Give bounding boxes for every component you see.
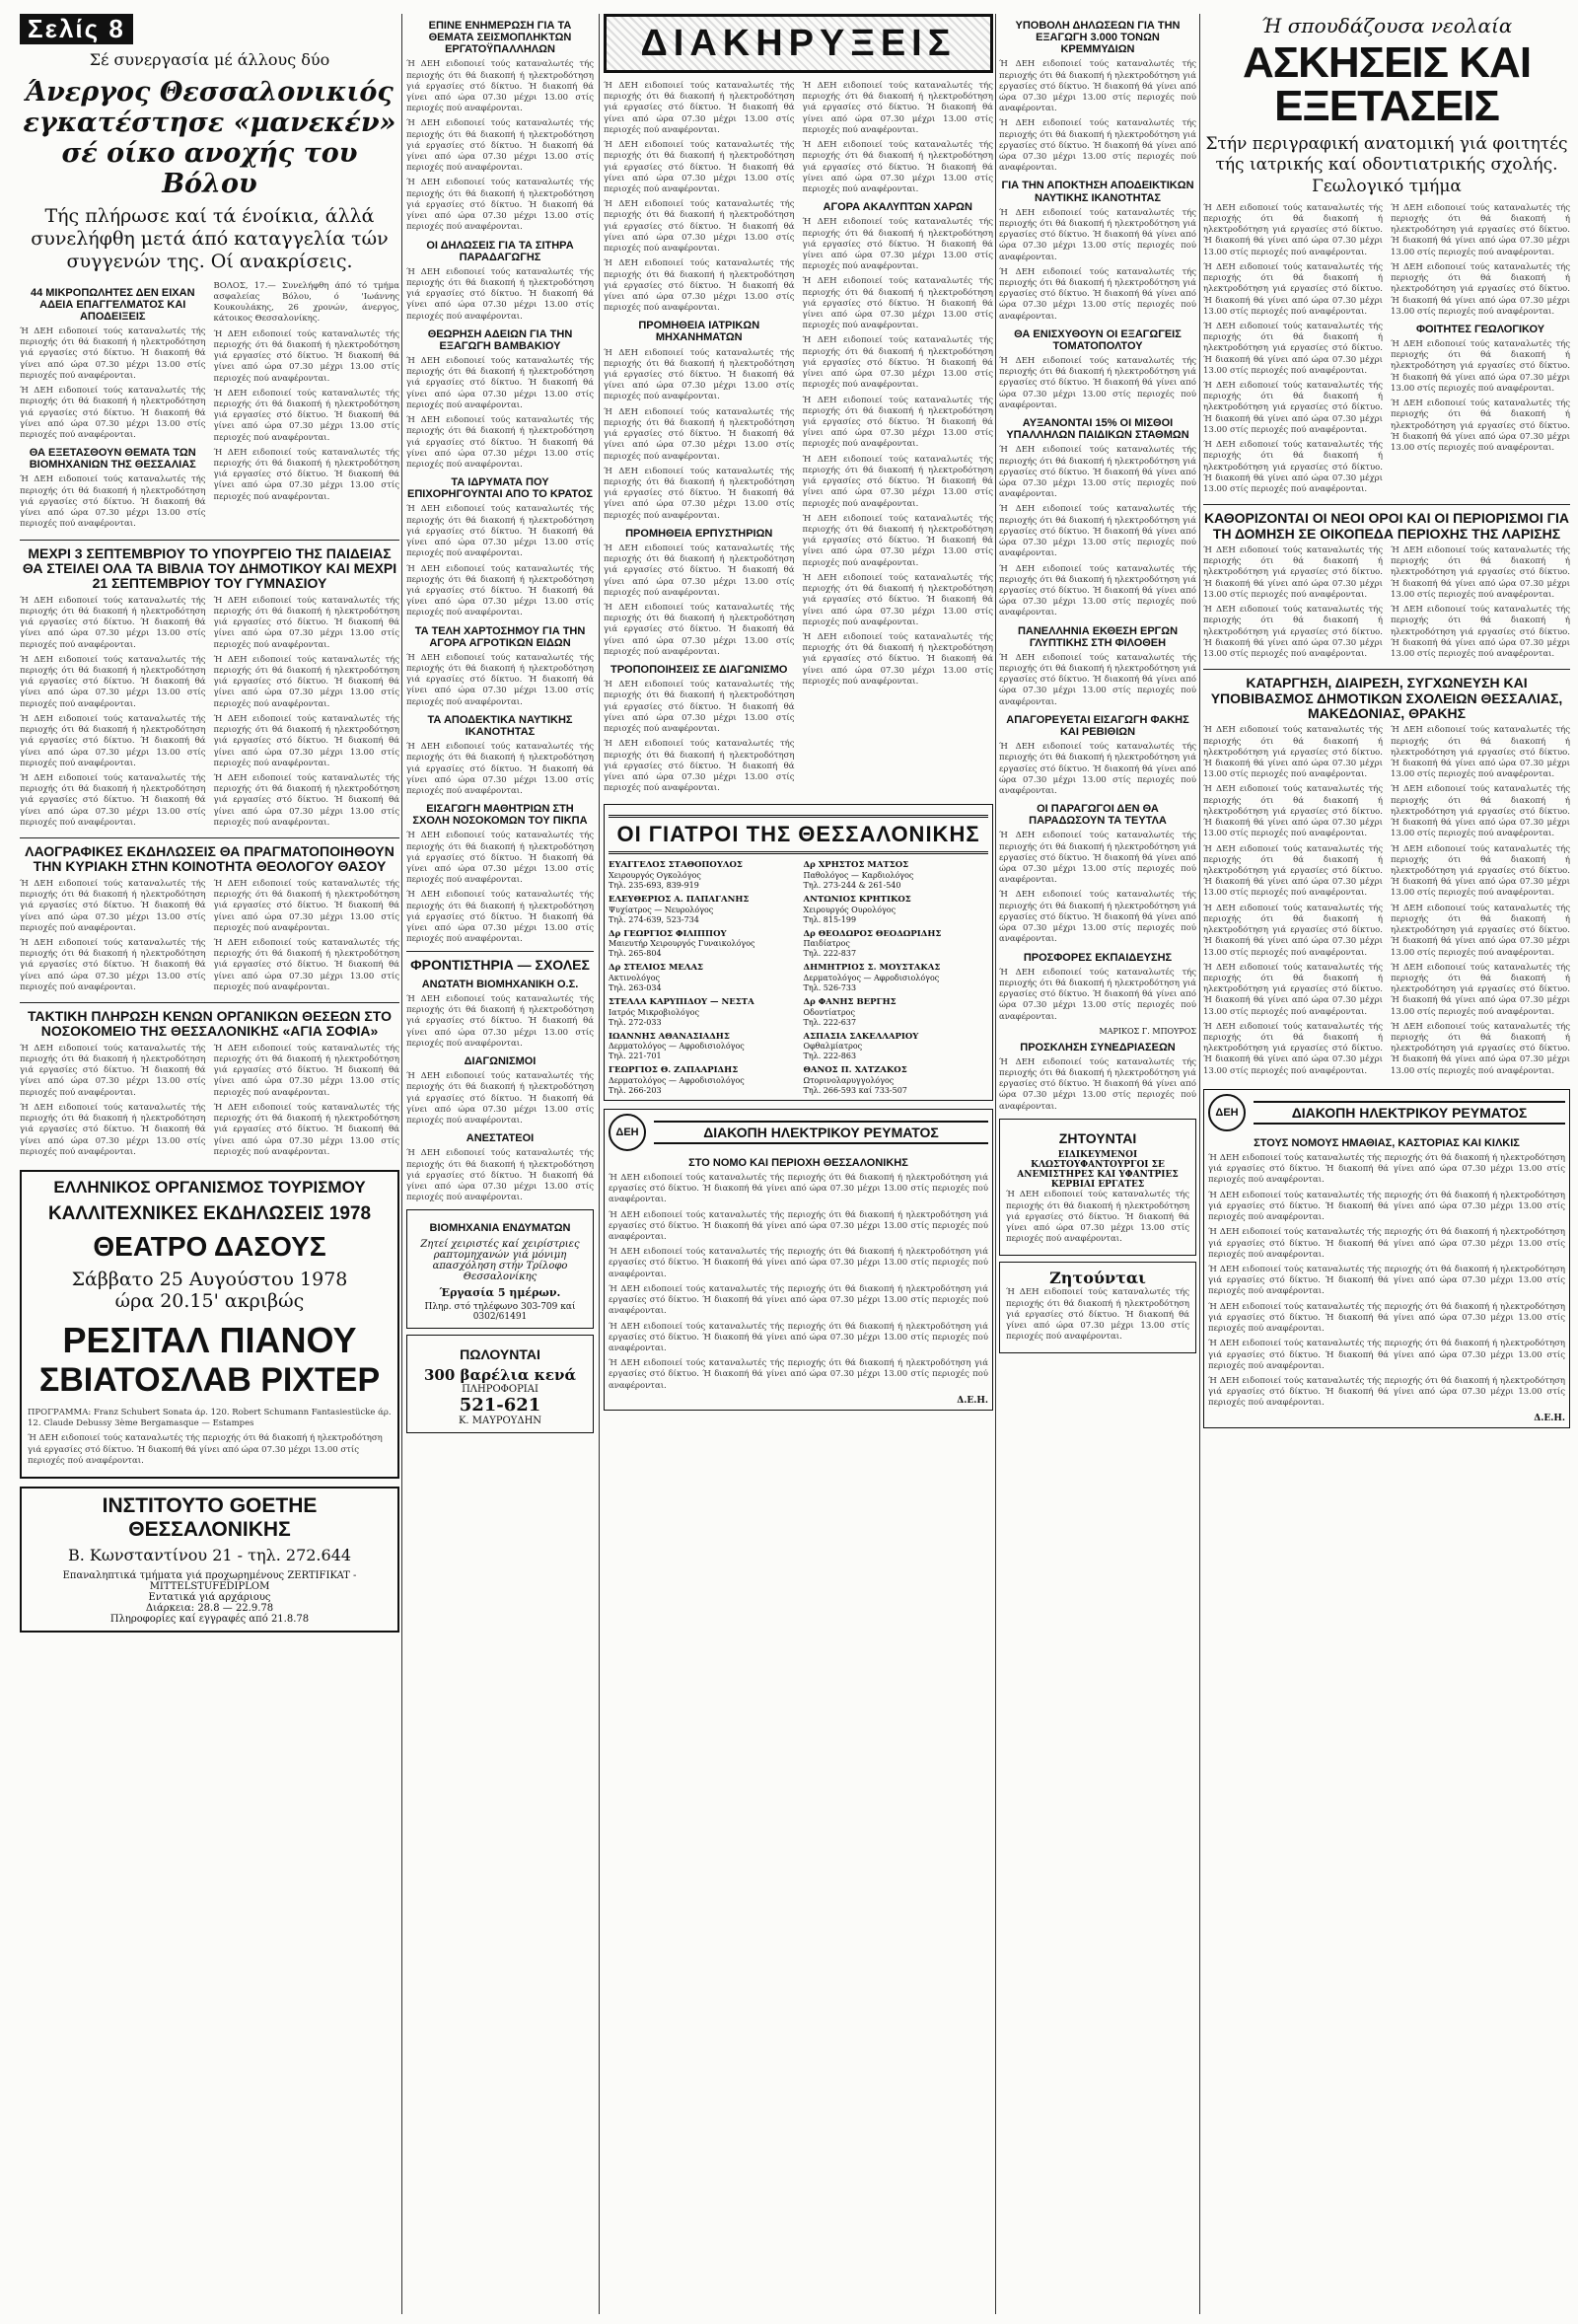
article-text: Ή ΔΕΗ ειδοποιεί τούς καταναλωτές τής περιοχής ότι θά διακοπή ή ηλεκτροδότηση γιά εργασίες στό δίκτυο. Ή διακοπή θά γίνει από ώρα 07.30 μέχρι 13.00 στίς περιοχές πού αναφέρονται. (604, 680, 795, 735)
clothing-factory-ad (406, 1209, 594, 1328)
doctor-name: ΑΣΠΑΣΙΑ ΣΑΚΕΛΛΑΡΙΟΥ (803, 1031, 919, 1042)
ad-venue: ΘΕΑΤΡΟ ΔΑΣΟΥΣ (93, 1231, 326, 1262)
notice-title: ΔΙΑΚΟΠΗ ΗΛΕΚΤΡΙΚΟΥ ΡΕΥΜΑΤΟΣ (654, 1121, 988, 1144)
doctor-name: Δρ ΓΕΩΡΓΙΟΣ ΦΙΛΙΠΠΟΥ (609, 928, 727, 939)
doctor-spec: Δερματολόγος — Αφροδισιολόγος (609, 1075, 745, 1085)
article-text: Ή ΔΕΗ ειδοποιεί τούς καταναλωτές τής περιοχής ότι θά διακοπή ή ηλεκτροδότηση γιά εργασίες στό δίκτυο. Ή διακοπή θά γίνει από ώρα 07.30 μέχρι 13.00 στίς περιοχές πού αναφέρονται. (999, 59, 1196, 114)
article-text: Ή ΔΕΗ ειδοποιεί τούς καταναλωτές τής περιοχής ότι θά διακοπή ή ηλεκτροδότηση γιά εργασίες στό δίκτυο. Ή διακοπή θά γίνει από ώρα 07.30 μέχρι 13.00 στίς περιοχές πού αναφέρονται. (999, 207, 1196, 262)
article-text: Ή ΔΕΗ ειδοποιεί τούς καταναλωτές τής περιοχής ότι θά διακοπή ή ηλεκτροδότηση γιά εργασίες στό δίκτυο. Ή διακοπή θά γίνει από ώρα 07.30 μέχρι 13.00 στίς περιοχές πού αναφέρονται. (1391, 1021, 1570, 1076)
article-text: Ή ΔΕΗ ειδοποιεί τούς καταναλωτές τής περιοχής ότι θά διακοπή ή ηλεκτροδότηση γιά εργασίες στό δίκτυο. Ή διακοπή θά γίνει από ώρα 07.30 μέχρι 13.00 στίς περιοχές πού αναφέρονται. (406, 178, 594, 233)
article-text: Ή ΔΕΗ ειδοποιεί τούς καταναλωτές τής περιοχής ότι θά διακοπή ή ηλεκτροδότηση γιά εργασίες στό δίκτυο. Ή διακοπή θά γίνει από ώρα 07.30 μέχρι 13.00 στίς περιοχές πού αναφέρονται. (406, 890, 594, 945)
headline: ΑΠΑΓΟΡΕΥΕΤΑΙ ΕΙΣΑΓΩΓΗ ΦΑΚΗΣ ΚΑΙ ΡΕΒΙΘΙΩΝ (1006, 713, 1189, 738)
article-text: Ή ΔΕΗ ειδοποιεί τούς καταναλωτές τής περιοχής ότι θά διακοπή ή ηλεκτροδότηση γιά εργασίες στό δίκτυο. Ή διακοπή θά γίνει από ώρα 07.30 μέχρι 13.00 στίς περιοχές πού αναφέρονται. (213, 713, 399, 768)
article-text: Ή ΔΕΗ ειδοποιεί τούς καταναλωτές τής περιοχής ότι θά διακοπή ή ηλεκτροδότηση γιά εργασίες στό δίκτυο. Ή διακοπή θά γίνει από ώρα 07.30 μέχρι 13.00 στίς περιοχές πού αναφέρονται. (802, 335, 993, 391)
article-text: Ή ΔΕΗ ειδοποιεί τούς καταναλωτές τής περιοχής ότι θά διακοπή ή ηλεκτροδότηση γιά εργασίες στό δίκτυο. Ή διακοπή θά γίνει από ώρα 07.30 μέχρι 13.00 στίς περιοχές πού αναφέρονται. (20, 386, 206, 441)
article-text: Ή ΔΕΗ ειδοποιεί τούς καταναλωτές τής περιοχής ότι θά διακοπή ή ηλεκτροδότηση γιά εργασίες στό δίκτυο. Ή διακοπή θά γίνει από ώρα 07.30 μέχρι 13.00 στίς περιοχές πού αναφέρονται. (604, 739, 795, 794)
doctor-spec: Ψυχίατρος — Νευρολόγος (609, 905, 714, 914)
article-text: Ή ΔΕΗ ειδοποιεί τούς καταναλωτές τής περιοχής ότι θά διακοπή ή ηλεκτροδότηση γιά εργασίες στό δίκτυο. Ή διακοπή θά γίνει από ώρα 07.30 μέχρι 13.00 στίς περιοχές πού αναφέρονται. (1203, 784, 1383, 839)
doctor-spec: Ιατρός Μικροβιολόγος (609, 1007, 699, 1017)
doctor-phone: Τηλ. 266-593 καί 733-507 (803, 1085, 907, 1095)
page-masthead: Σελίς 8 (20, 14, 133, 44)
notice-text: Ή ΔΕΗ ειδοποιεί τούς καταναλωτές τής περιοχής ότι θά διακοπή ή ηλεκτροδότηση γιά εργασίες στό δίκτυο. Ή διακοπή θά γίνει από ώρα 07.30 μέχρι 13.00 στίς περιοχές πού αναφέρονται. (609, 1247, 988, 1279)
ad-org: ΕΛΛΗΝΙΚΟΣ ΟΡΓΑΝΙΣΜΟΣ ΤΟΥΡΙΣΜΟΥ (53, 1178, 366, 1197)
doctor-name: ΕΥΑΓΓΕΛΟΣ ΣΤΑΘΟΠΟΥΛΟΣ (609, 860, 743, 871)
doctor-spec: Δερματολόγος — Αφροδισιολόγος (803, 973, 940, 982)
headline: ΦΟΙΤΗΤΕΣ ΓΕΩΛΟΓΙΚΟΥ (1415, 323, 1545, 335)
ad-name: Κ. ΜΑΥΡΟΥΔΗΝ (458, 1415, 542, 1426)
doctor-listing (804, 929, 989, 960)
headline: ΠΡΟΣΚΛΗΣΗ ΣΥΝΕΔΡΙΑΣΕΩΝ (1020, 1041, 1176, 1053)
classified-title: ΑΝΩΤΑΤΗ ΒΙΟΜΗΧΑΝΙΚΗ Ο.Σ. (421, 978, 579, 990)
article-text: Ή ΔΕΗ ειδοποιεί τούς καταναλωτές τής περιοχής ότι θά διακοπή ή ηλεκτροδότηση γιά εργασίες στό δίκτυο. Ή διακοπή θά γίνει από ώρα 07.30 μέχρι 13.00 στίς περιοχές πού αναφέρονται. (406, 563, 594, 618)
notice-text: Ή ΔΕΗ ειδοποιεί τούς καταναλωτές τής περιοχής ότι θά διακοπή ή ηλεκτροδότηση γιά εργασίες στό δίκτυο. Ή διακοπή θά γίνει από ώρα 07.30 μέχρι 13.00 στίς περιοχές πού αναφέρονται. (1208, 1264, 1565, 1297)
article-text: Ή ΔΕΗ ειδοποιεί τούς καταναλωτές τής περιοχής ότι θά διακοπή ή ηλεκτροδότηση γιά εργασίες στό δίκτυο. Ή διακοπή θά γίνει από ώρα 07.30 μέχρι 13.00 στίς περιοχές πού αναφέρονται. (1391, 784, 1570, 839)
headline: ΘΑ ΕΝΙΣΧΥΘΟΥΝ ΟΙ ΕΞΑΓΩΓΕΙΣ ΤΟΜΑΤΟΠΟΛΤΟΥ (1014, 327, 1182, 352)
article-text: Ή ΔΕΗ ειδοποιεί τούς καταναλωτές τής περιοχής ότι θά διακοπή ή ηλεκτροδότηση γιά εργασίες στό δίκτυο. Ή διακοπή θά γίνει από ώρα 07.30 μέχρι 13.00 στίς περιοχές πού αναφέρονται. (1203, 843, 1383, 899)
doctor-listing (609, 1032, 794, 1062)
article-text: Ή ΔΕΗ ειδοποιεί τούς καταναλωτές τής περιοχής ότι θά διακοπή ή ηλεκτροδότηση γιά εργασίες στό δίκτυο. Ή διακοπή θά γίνει από ώρα 07.30 μέχρι 13.00 στίς περιοχές πού αναφέρονται. (213, 595, 399, 650)
headline: ΠΑΝΕΛΛΗΝΙΑ ΕΚΘΕΣΗ ΕΡΓΩΝ ΓΛΥΠΤΙΚΗΣ ΣΤΗ ΦΙΛΟΘΕΗ (1017, 624, 1179, 649)
classified-text: Ή ΔΕΗ ειδοποιεί τούς καταναλωτές τής περιοχής ότι θά διακοπή ή ηλεκτροδότηση γιά εργασίες στό δίκτυο. Ή διακοπή θά γίνει από ώρα 07.30 μέχρι 13.00 στίς περιοχές πού αναφέρονται. (406, 1148, 594, 1203)
column-rule (599, 14, 600, 2314)
article-text: Ή ΔΕΗ ειδοποιεί τούς καταναλωτές τής περιοχής ότι θά διακοπή ή ηλεκτροδότηση γιά εργασίες στό δίκτυο. Ή διακοπή θά γίνει από ώρα 07.30 μέχρι 13.00 στίς περιοχές πού αναφέρονται. (1391, 261, 1570, 317)
headline: ΤΡΟΠΟΠΟΙΗΣΕΙΣ ΣΕ ΔΙΑΓΩΝΙΣΜΟ (610, 664, 788, 677)
eot-concert-ad (20, 1170, 399, 1479)
doctor-name: ΙΩΑΝΝΗΣ ΑΘΑΝΑΣΙΑΔΗΣ (609, 1031, 730, 1042)
headline: ΤΑΚΤΙΚΗ ΠΛΗΡΩΣΗ ΚΕΝΩΝ ΟΡΓΑΝΙΚΩΝ ΘΕΣΕΩΝ ΣΤΟ ΝΟΣΟΚΟΜΕΙΟ ΤΗΣ ΘΕΣΣΑΛΟΝΙΚΗΣ «ΑΓΙΑ ΣΟΦΙΑ» (28, 1008, 392, 1040)
column-4 (999, 14, 1196, 2312)
ad-event: ΚΑΛΛΙΤΕΧΝΙΚΕΣ ΕΚΔΗΛΩΣΕΙΣ 1978 (47, 1203, 372, 1224)
article-text: Ή ΔΕΗ ειδοποιεί τούς καταναλωτές τής περιοχής ότι θά διακοπή ή ηλεκτροδότηση γιά εργασίες στό δίκτυο. Ή διακοπή θά γίνει από ώρα 07.30 μέχρι 13.00 στίς περιοχές πού αναφέρονται. (1203, 202, 1383, 257)
ad-title: ΒΙΟΜΗΧΑΝΙΑ ΕΝΔΥΜΑΤΩΝ (429, 1222, 571, 1235)
column-3 (604, 14, 993, 2312)
article-text: Ή ΔΕΗ ειδοποιεί τούς καταναλωτές τής περιοχής ότι θά διακοπή ή ηλεκτροδότηση γιά εργασίες στό δίκτυο. Ή διακοπή θά γίνει από ώρα 07.30 μέχρι 13.00 στίς περιοχές πού αναφέρονται. (406, 356, 594, 410)
doctor-spec: Ακτινολόγος (609, 973, 660, 982)
section-banner-title: ΔΙΑΚΗΡΥΞΕΙΣ (640, 23, 957, 64)
notice-text: Ή ΔΕΗ ειδοποιεί τούς καταναλωτές τής περιοχής ότι θά διακοπή ή ηλεκτροδότηση γιά εργασίες στό δίκτυο. Ή διακοπή θά γίνει από ώρα 07.30 μέχρι 13.00 στίς περιοχές πού αναφέρονται. (1208, 1227, 1565, 1260)
power-outage-notice (604, 1109, 993, 1411)
headline: ΚΑΘΟΡΙΖΟΝΤΑΙ ΟΙ ΝΕΟΙ ΟΡΟΙ ΚΑΙ ΟΙ ΠΕΡΙΟΡΙΣΜΟΙ ΓΙΑ ΤΗ ΔΟΜΗΣΗ ΣΕ ΟΙΚΟΠΕΔΑ ΠΕΡΙΟΧΗΣ ΤΗΣ ΛΑΡΙΣΗΣ (1203, 510, 1570, 542)
headline: ΓΙΑ ΤΗΝ ΑΠΟΚΤΗΣΗ ΑΠΟΔΕΙΚΤΙΚΩΝ ΝΑΥΤΙΚΗΣ ΙΚΑΝΟΤΗΤΑΣ (1001, 180, 1194, 204)
column-5 (1203, 14, 1570, 2312)
headline: ΥΠΟΒΟΛΗ ΔΗΛΩΣΕΩΝ ΓΙΑ ΤΗΝ ΕΞΑΓΩΓΗ 3.000 ΤΟΝΩΝ ΚΡΕΜΜΥΔΙΩΝ (1015, 20, 1181, 56)
doctor-spec: Οδοντίατρος (803, 1007, 855, 1017)
notice-text: Ή ΔΕΗ ειδοποιεί τούς καταναλωτές τής περιοχής ότι θά διακοπή ή ηλεκτροδότηση γιά εργασίες στό δίκτυο. Ή διακοπή θά γίνει από ώρα 07.30 μέχρι 13.00 στίς περιοχές πού αναφέρονται. (1208, 1190, 1565, 1223)
headline: ΑΓΟΡΑ ΑΚΑΛΥΠΤΩΝ ΧΑΡΩΝ (823, 201, 972, 214)
article-text: Ή ΔΕΗ ειδοποιεί τούς καταναλωτές τής περιοχής ότι θά διακοπή ή ηλεκτροδότηση γιά εργασίες στό δίκτυο. Ή διακοπή θά γίνει από ώρα 07.30 μέχρι 13.00 στίς περιοχές πού αναφέρονται. (999, 356, 1196, 410)
article-text: Ή ΔΕΗ ειδοποιεί τούς καταναλωτές τής περιοχής ότι θά διακοπή ή ηλεκτροδότηση γιά εργασίες στό δίκτυο. Ή διακοπή θά γίνει από ώρα 07.30 μέχρι 13.00 στίς περιοχές πού αναφέρονται. (604, 81, 795, 135)
article-signature: ΜΑΡΙΚΟΣ Γ. ΜΠΟΥΡΟΣ (1099, 1026, 1196, 1036)
classifieds-heading: ΦΡΟΝΤΙΣΤΗΡΙΑ — ΣΧΟΛΕΣ (410, 956, 590, 973)
article-text: Ή ΔΕΗ ειδοποιεί τούς καταναλωτές τής περιοχής ότι θά διακοπή ή ηλεκτροδότηση γιά εργασίες στό δίκτυο. Ή διακοπή θά γίνει από ώρα 07.30 μέχρι 13.00 στίς περιοχές πού αναφέρονται. (802, 513, 993, 568)
doctor-listing (609, 860, 794, 891)
lead-kicker: Σέ συνεργασία μέ άλλους δύο (89, 50, 330, 69)
article-text: Ή ΔΕΗ ειδοποιεί τούς καταναλωτές τής περιοχής ότι θά διακοπή ή ηλεκτροδότηση γιά εργασίες στό δίκτυο. Ή διακοπή θά γίνει από ώρα 07.30 μέχρι 13.00 στίς περιοχές πού αναφέρονται. (406, 504, 594, 559)
ad-date: Σάββατο 25 Αυγούστου 1978 (71, 1269, 348, 1290)
article-text: Ή ΔΕΗ ειδοποιεί τούς καταναλωτές τής περιοχής ότι θά διακοπή ή ηλεκτροδότηση γιά εργασίες στό δίκτυο. Ή διακοπή θά γίνει από ώρα 07.30 μέχρι 13.00 στίς περιοχές πού αναφέρονται. (213, 878, 399, 933)
doctor-spec: Παθολόγος — Καρδιολόγος (803, 871, 914, 881)
article-text: Ή ΔΕΗ ειδοποιεί τούς καταναλωτές τής περιοχής ότι θά διακοπή ή ηλεκτροδότηση γιά εργασίες στό δίκτυο. Ή διακοπή θά γίνει από ώρα 07.30 μέχρι 13.00 στίς περιοχές πού αναφέρονται. (406, 266, 594, 322)
ad-title: Ζητούνται (1049, 1269, 1146, 1288)
article-text: Ή ΔΕΗ ειδοποιεί τούς καταναλωτές τής περιοχής ότι θά διακοπή ή ηλεκτροδότηση γιά εργασίες στό δίκτυο. Ή διακοπή θά γίνει από ώρα 07.30 μέχρι 13.00 στίς περιοχές πού αναφέρονται. (1391, 339, 1570, 394)
doctor-phone: Τηλ. 273-244 & 261-540 (803, 881, 901, 891)
doctor-phone: Τηλ. 222-863 (803, 1052, 857, 1061)
section-kicker: Ή σπουδάζουσα νεολαία (1260, 14, 1513, 37)
doctor-phone: Τηλ. 222-837 (803, 949, 857, 959)
article-text: Ή ΔΕΗ ειδοποιεί τούς καταναλωτές τής περιοχής ότι θά διακοπή ή ηλεκτροδότηση γιά εργασίες στό δίκτυο. Ή διακοπή θά γίνει από ώρα 07.30 μέχρι 13.00 στίς περιοχές πού αναφέρονται. (213, 447, 399, 502)
article-text: Ή ΔΕΗ ειδοποιεί τούς καταναλωτές τής περιοχής ότι θά διακοπή ή ηλεκτροδότηση γιά εργασίες στό δίκτυο. Ή διακοπή θά γίνει από ώρα 07.30 μέχρι 13.00 στίς περιοχές πού αναφέρονται. (213, 1043, 399, 1098)
doctor-name: Δρ ΦΑΝΗΣ ΒΕΡΓΗΣ (803, 996, 897, 1007)
article-text: Ή ΔΕΗ ειδοποιεί τούς καταναλωτές τής περιοχής ότι θά διακοπή ή ηλεκτροδότηση γιά εργασίες στό δίκτυο. Ή διακοπή θά γίνει από ώρα 07.30 μέχρι 13.00 στίς περιοχές πού αναφέρονται. (20, 474, 206, 530)
ad-info: ΠΛΗΡΟΦΟΡΙΑΙ (462, 1383, 538, 1395)
headline: ΘΑ ΕΞΕΤΑΣΘΟΥΝ ΘΕΜΑΤΑ ΤΩΝ ΒΙΟΜΗΧΑΝΙΩΝ ΤΗΣ ΘΕΣΣΑΛΙΑΣ (29, 447, 196, 472)
classified-text: Ή ΔΕΗ ειδοποιεί τούς καταναλωτές τής περιοχής ότι θά διακοπή ή ηλεκτροδότηση γιά εργασίες στό δίκτυο. Ή διακοπή θά γίνει από ώρα 07.30 μέχρι 13.00 στίς περιοχές πού αναφέρονται. (406, 1071, 594, 1126)
article-text: Ή ΔΕΗ ειδοποιεί τούς καταναλωτές τής περιοχής ότι θά διακοπή ή ηλεκτροδότηση γιά εργασίες στό δίκτυο. Ή διακοπή θά γίνει από ώρα 07.30 μέχρι 13.00 στίς περιοχές πού αναφέρονται. (1391, 605, 1570, 659)
article-text: Ή ΔΕΗ ειδοποιεί τούς καταναλωτές τής περιοχής ότι θά διακοπή ή ηλεκτροδότηση γιά εργασίες στό δίκτυο. Ή διακοπή θά γίνει από ώρα 07.30 μέχρι 13.00 στίς περιοχές πού αναφέρονται. (1391, 725, 1570, 780)
doctor-name: ΑΝΤΩΝΙΟΣ ΚΡΗΤΙΚΟΣ (803, 895, 911, 906)
notice-text: Ή ΔΕΗ ειδοποιεί τούς καταναλωτές τής περιοχής ότι θά διακοπή ή ηλεκτροδότηση γιά εργασίες στό δίκτυο. Ή διακοπή θά γίνει από ώρα 07.30 μέχρι 13.00 στίς περιοχές πού αναφέρονται. (609, 1172, 988, 1205)
column-rule (1199, 14, 1200, 2314)
article-text: Ή ΔΕΗ ειδοποιεί τούς καταναλωτές τής περιοχής ότι θά διακοπή ή ηλεκτροδότηση γιά εργασίες στό δίκτυο. Ή διακοπή θά γίνει από ώρα 07.30 μέχρι 13.00 στίς περιοχές πού αναφέρονται. (802, 140, 993, 194)
ad-title: ΙΝΣΤΙΤΟΥΤΟ GOETHE ΘΕΣΣΑΛΟΝΙΚΗΣ (102, 1494, 318, 1542)
doctor-phone: Τηλ. 263-034 (609, 982, 662, 992)
dei-logo-icon: ΔΕΗ (1208, 1094, 1246, 1131)
ad-line: Επαναληπτικά τμήματα γιά προχωρημένους ZERTIFIKAT - MITTELSTUFEDIPLOM (62, 1570, 357, 1593)
ad-text: Ή ΔΕΗ ειδοποιεί τούς καταναλωτές τής περιοχής ότι θά διακοπή ή ηλεκτροδότηση γιά εργασίες στό δίκτυο. Ή διακοπή θά γίνει από ώρα 07.30 μέχρι 13.00 στίς περιοχές πού αναφέρονται. (1006, 1190, 1189, 1245)
doctor-name: ΕΛΕΥΘΕΡΙΟΣ Α. ΠΑΠΑΓΑΝΗΣ (609, 895, 750, 906)
article-text: Ή ΔΕΗ ειδοποιεί τούς καταναλωτές τής περιοχής ότι θά διακοπή ή ηλεκτροδότηση γιά εργασίες στό δίκτυο. Ή διακοπή θά γίνει από ώρα 07.30 μέχρι 13.00 στίς περιοχές πού αναφέρονται. (406, 415, 594, 470)
doctor-listing (804, 860, 989, 891)
article-text: Ή ΔΕΗ ειδοποιεί τούς καταναλωτές τής περιοχής ότι θά διακοπή ή ηλεκτροδότηση γιά εργασίες στό δίκτυο. Ή διακοπή θά γίνει από ώρα 07.30 μέχρι 13.00 στίς περιοχές πού αναφέρονται. (1203, 605, 1383, 659)
ad-phone: Πληρ. στό τηλέφωνο 303-709 καί 0302/61491 (424, 1301, 576, 1322)
notice-title: ΔΙΑΚΟΠΗ ΗΛΕΚΤΡΙΚΟΥ ΡΕΥΜΑΤΟΣ (1254, 1101, 1565, 1125)
column-2 (406, 14, 594, 2312)
notice-signature: Δ.Ε.Η. (957, 1395, 988, 1406)
notice-signature: Δ.Ε.Η. (1534, 1413, 1565, 1423)
doctor-phone: Τηλ. 265-804 (609, 949, 662, 959)
doctor-spec: Χειρουργός Ογκολόγος (609, 871, 701, 881)
goethe-ad (20, 1487, 399, 1633)
headline: 44 ΜΙΚΡΟΠΩΛΗΤΕΣ ΔΕΝ ΕΙΧΑΝ ΑΔΕΙΑ ΕΠΑΓΓΕΛΜΑΤΟΣ ΚΑΙ ΑΠΟΔΕΙΞΕΙΣ (30, 286, 195, 323)
article-text: Ή ΔΕΗ ειδοποιεί τούς καταναλωτές τής περιοχής ότι θά διακοπή ή ηλεκτροδότηση γιά εργασίες στό δίκτυο. Ή διακοπή θά γίνει από ώρα 07.30 μέχρι 13.00 στίς περιοχές πού αναφέρονται. (1203, 962, 1383, 1017)
article-text: Ή ΔΕΗ ειδοποιεί τούς καταναλωτές τής περιοχής ότι θά διακοπή ή ηλεκτροδότηση γιά εργασίες στό δίκτυο. Ή διακοπή θά γίνει από ώρα 07.30 μέχρι 13.00 στίς περιοχές πού αναφέρονται. (999, 742, 1196, 796)
column-rule (401, 14, 402, 2314)
doctor-name: Δρ ΘΕΟΔΩΡΟΣ ΘΕΟΔΩΡΙΔΗΣ (803, 928, 942, 939)
ad-program: ΠΡΟΓΡΑΜΜΑ: Franz Schubert Sonata άρ. 120. Robert Schumann Fantasiestücke άρ. 12. Claude Debussy 3ème Bergamasque — Estampes (28, 1408, 392, 1429)
headline: ΠΡΟΣΦΟΡΕΣ ΕΚΠΑΙΔΕΥΣΗΣ (1023, 951, 1173, 964)
article-text: Ή ΔΕΗ ειδοποιεί τούς καταναλωτές τής περιοχής ότι θά διακοπή ή ηλεκτροδότηση γιά εργασίες στό δίκτυο. Ή διακοπή θά γίνει από ώρα 07.30 μέχρι 13.00 στίς περιοχές πού αναφέρονται. (802, 81, 993, 135)
notice-text: Ή ΔΕΗ ειδοποιεί τούς καταναλωτές τής περιοχής ότι θά διακοπή ή ηλεκτροδότηση γιά εργασίες στό δίκτυο. Ή διακοπή θά γίνει από ώρα 07.30 μέχρι 13.00 στίς περιοχές πού αναφέρονται. (1208, 1375, 1565, 1409)
doctor-spec: Χειρουργός Ουρολόγος (803, 905, 897, 914)
classified-title: ΑΝΕΣΤΑΤΕΟΙ (466, 1132, 535, 1145)
article-text: Ή ΔΕΗ ειδοποιεί τούς καταναλωτές τής περιοχής ότι θά διακοπή ή ηλεκτροδότηση γιά εργασίες στό δίκτυο. Ή διακοπή θά γίνει από ώρα 07.30 μέχρι 13.00 στίς περιοχές πού αναφέρονται. (1203, 321, 1383, 376)
article-text: Ή ΔΕΗ ειδοποιεί τούς καταναλωτές τής περιοχής ότι θά διακοπή ή ηλεκτροδότηση γιά εργασίες στό δίκτυο. Ή διακοπή θά γίνει από ώρα 07.30 μέχρι 13.00 στίς περιοχές πού αναφέρονται. (999, 445, 1196, 500)
ad-title: ΖΗΤΟΥΝΤΑΙ (1058, 1129, 1137, 1146)
article-text: Ή ΔΕΗ ειδοποιεί τούς καταναλωτές τής περιοχής ότι θά διακοπή ή ηλεκτροδότηση γιά εργασίες στό δίκτυο. Ή διακοπή θά γίνει από ώρα 07.30 μέχρι 13.00 στίς περιοχές πού αναφέρονται. (1391, 202, 1570, 257)
doctor-listing (804, 895, 989, 925)
headline: ΜΕΧΡΙ 3 ΣΕΠΤΕΜΒΡΙΟΥ ΤΟ ΥΠΟΥΡΓΕΙΟ ΤΗΣ ΠΑΙΔΕΙΑΣ ΘΑ ΣΤΕΙΛΕΙ ΟΛΑ ΤΑ ΒΙΒΛΙΑ ΤΟΥ ΔΗΜΟΤΙΚΟΥ ΚΑΙ ΜΕΧΡΙ 21 ΣΕΠΤΕΜΒΡΙΟΥ ΤΟΥ ΓΥΜΝΑΣΙΟΥ (22, 545, 397, 592)
ad-title: ΠΩΛΟΥΝΤΑΙ (460, 1345, 540, 1362)
wanted-ad (999, 1262, 1196, 1353)
article-text: Ή ΔΕΗ ειδοποιεί τούς καταναλωτές τής περιοχής ότι θά διακοπή ή ηλεκτροδότηση γιά εργασίες στό δίκτυο. Ή διακοπή θά γίνει από ώρα 07.30 μέχρι 13.00 στίς περιοχές πού αναφέρονται. (802, 454, 993, 509)
doctor-listing (804, 963, 989, 993)
doctor-name: ΣΤΕΛΛΑ ΚΑΡΥΠΙΔΟΥ — ΝΕΣΤΑ (609, 996, 754, 1007)
article-dateline: ΒΟΛΟΣ, 17.— Συνελήφθη άπό τό τμήμα ασφαλείας Βόλου, ό 'Ιωάννης Κουκουλάκης, 26 χρονών, άνεργος, κάτοικος Θεσσαλονίκης. (213, 280, 399, 325)
doctors-directory (604, 804, 993, 1100)
doctors-heading: ΟΙ ΓΙΑΤΡΟΙ ΤΗΣ ΘΕΣΣΑΛΟΝΙΚΗΣ (609, 815, 988, 854)
article-text: Ή ΔΕΗ ειδοποιεί τούς καταναλωτές τής περιοχής ότι θά διακοπή ή ηλεκτροδότηση γιά εργασίες στό δίκτυο. Ή διακοπή θά γίνει από ώρα 07.30 μέχρι 13.00 στίς περιοχές πού αναφέρονται. (999, 266, 1196, 322)
notice-text: Ή ΔΕΗ ειδοποιεί τούς καταναλωτές τής περιοχής ότι θά διακοπή ή ηλεκτροδότηση γιά εργασίες στό δίκτυο. Ή διακοπή θά γίνει από ώρα 07.30 μέχρι 13.00 στίς περιοχές πού αναφέρονται. (1208, 1339, 1565, 1371)
doctor-listing (609, 895, 794, 925)
doctor-phone: Τηλ. 272-033 (609, 1017, 662, 1027)
doctor-listing (804, 997, 989, 1028)
article-text: Ή ΔΕΗ ειδοποιεί τούς καταναλωτές τής περιοχής ότι θά διακοπή ή ηλεκτροδότηση γιά εργασίες στό δίκτυο. Ή διακοπή θά γίνει από ώρα 07.30 μέχρι 13.00 στίς περιοχές πού αναφέρονται. (1203, 545, 1383, 600)
power-outage-notice (1203, 1089, 1570, 1428)
article-text: Ή ΔΕΗ ειδοποιεί τούς καταναλωτές τής περιοχής ότι θά διακοπή ή ηλεκτροδότηση γιά εργασίες στό δίκτυο. Ή διακοπή θά γίνει από ώρα 07.30 μέχρι 13.00 στίς περιοχές πού αναφέρονται. (802, 217, 993, 272)
ad-artist: ΣΒΙΑΤΟΣΛΑΒ ΡΙΧΤΕΡ (38, 1361, 381, 1399)
section-headline: ΑΣΚΗΣΕΙΣ ΚΑΙ ΕΞΕΤΑΣΕΙΣ (1242, 38, 1532, 130)
ad-address: Β. Κωνσταντίνου 21 - τηλ. 272.644 (67, 1546, 352, 1565)
doctor-name: Δρ ΧΡΗΣΤΟΣ ΜΑΤΣΟΣ (803, 860, 909, 871)
headline: ΤΑ ΙΔΡΥΜΑΤΑ ΠΟΥ ΕΠΙΧΟΡΗΓΟΥΝΤΑΙ ΑΠΟ ΤΟ ΚΡΑΤΟΣ (406, 476, 593, 501)
textile-workers-ad (999, 1119, 1196, 1256)
doctor-phone: Τηλ. 222-637 (803, 1017, 857, 1027)
article-text: Ή ΔΕΗ ειδοποιεί τούς καταναλωτές τής περιοχής ότι θά διακοπή ή ηλεκτροδότηση γιά εργασίες στό δίκτυο. Ή διακοπή θά γίνει από ώρα 07.30 μέχρι 13.00 στίς περιοχές πού αναφέρονται. (802, 572, 993, 627)
article-text: Ή ΔΕΗ ειδοποιεί τούς καταναλωτές τής περιοχής ότι θά διακοπή ή ηλεκτροδότηση γιά εργασίες στό δίκτυο. Ή διακοπή θά γίνει από ώρα 07.30 μέχρι 13.00 στίς περιοχές πού αναφέρονται. (604, 347, 795, 402)
notice-text: Ή ΔΕΗ ειδοποιεί τούς καταναλωτές τής περιοχής ότι θά διακοπή ή ηλεκτροδότηση γιά εργασίες στό δίκτυο. Ή διακοπή θά γίνει από ώρα 07.30 μέχρι 13.00 στίς περιοχές πού αναφέρονται. (609, 1321, 988, 1353)
article-text: Ή ΔΕΗ ειδοποιεί τούς καταναλωτές τής περιοχής ότι θά διακοπή ή ηλεκτροδότηση γιά εργασίες στό δίκτυο. Ή διακοπή θά γίνει από ώρα 07.30 μέχρι 13.00 στίς περιοχές πού αναφέρονται. (1203, 261, 1383, 317)
article-text: Ή ΔΕΗ ειδοποιεί τούς καταναλωτές τής περιοχής ότι θά διακοπή ή ηλεκτροδότηση γιά εργασίες στό δίκτυο. Ή διακοπή θά γίνει από ώρα 07.30 μέχρι 13.00 στίς περιοχές πού αναφέρονται. (604, 140, 795, 194)
doctor-phone: Τηλ. 274-639, 523-734 (609, 914, 699, 924)
doctor-phone: Τηλ. 235-693, 839-919 (609, 881, 699, 891)
article-text: Ή ΔΕΗ ειδοποιεί τούς καταναλωτές τής περιοχής ότι θά διακοπή ή ηλεκτροδότηση γιά εργασίες στό δίκτυο. Ή διακοπή θά γίνει από ώρα 07.30 μέχρι 13.00 στίς περιοχές πού αναφέρονται. (604, 543, 795, 598)
headline: ΕΠΙΝΕ ΕΝΗΜΕΡΩΣΗ ΓΙΑ ΤΑ ΘΕΜΑΤΑ ΣΕΙΣΜΟΠΛΗΚΤΩΝ ΕΡΓΑΤΟΫΠΑΛΛΗΛΩΝ (428, 20, 572, 56)
article-text: Ή ΔΕΗ ειδοποιεί τούς καταναλωτές τής περιοχής ότι θά διακοπή ή ηλεκτροδότηση γιά εργασίες στό δίκτυο. Ή διακοπή θά γίνει από ώρα 07.30 μέχρι 13.00 στίς περιοχές πού αναφέρονται. (604, 406, 795, 462)
ad-body: 300 βαρέλια κενά (424, 1365, 576, 1384)
article-text: Ή ΔΕΗ ειδοποιεί τούς καταναλωτές τής περιοχής ότι θά διακοπή ή ηλεκτροδότηση γιά εργασίες στό δίκτυο. Ή διακοπή θά γίνει από ώρα 07.30 μέχρι 13.00 στίς περιοχές πού αναφέρονται. (802, 276, 993, 331)
notice-text: Ή ΔΕΗ ειδοποιεί τούς καταναλωτές τής περιοχής ότι θά διακοπή ή ηλεκτροδότηση γιά εργασίες στό δίκτυο. Ή διακοπή θά γίνει από ώρα 07.30 μέχρι 13.00 στίς περιοχές πού αναφέρονται. (1208, 1153, 1565, 1186)
article-text: Ή ΔΕΗ ειδοποιεί τούς καταναλωτές τής περιοχής ότι θά διακοπή ή ηλεκτροδότηση γιά εργασίες στό δίκτυο. Ή διακοπή θά γίνει από ώρα 07.30 μέχρι 13.00 στίς περιοχές πού αναφέρονται. (802, 395, 993, 450)
notice-text: Ή ΔΕΗ ειδοποιεί τούς καταναλωτές τής περιοχής ότι θά διακοπή ή ηλεκτροδότηση γιά εργασίες στό δίκτυο. Ή διακοπή θά γίνει από ώρα 07.30 μέχρι 13.00 στίς περιοχές πού αναφέρονται. (609, 1283, 988, 1317)
article-text: Ή ΔΕΗ ειδοποιεί τούς καταναλωτές τής περιοχής ότι θά διακοπή ή ηλεκτροδότηση γιά εργασίες στό δίκτυο. Ή διακοπή θά γίνει από ώρα 07.30 μέχρι 13.00 στίς περιοχές πού αναφέρονται. (1391, 903, 1570, 958)
article-text: Ή ΔΕΗ ειδοποιεί τούς καταναλωτές τής περιοχής ότι θά διακοπή ή ηλεκτροδότηση γιά εργασίες στό δίκτυο. Ή διακοπή θά γίνει από ώρα 07.30 μέχρι 13.00 στίς περιοχές πού αναφέρονται. (20, 713, 206, 768)
doctor-name: ΘΑΝΟΣ Π. ΧΑΤΖΑΚΟΣ (803, 1065, 907, 1076)
article-text: Ή ΔΕΗ ειδοποιεί τούς καταναλωτές τής περιοχής ότι θά διακοπή ή ηλεκτροδότηση γιά εργασίες στό δίκτυο. Ή διακοπή θά γίνει από ώρα 07.30 μέχρι 13.00 στίς περιοχές πού αναφέρονται. (1391, 545, 1570, 600)
headline: ΑΥΞΑΝΟΝΤΑΙ 15% ΟΙ ΜΙΣΘΟΙ ΥΠΑΛΛΗΛΩΝ ΠΑΙΔΙΚΩΝ ΣΤΑΘΜΩΝ (1006, 417, 1189, 442)
article-text: Ή ΔΕΗ ειδοποιεί τούς καταναλωτές τής περιοχής ότι θά διακοπή ή ηλεκτροδότηση γιά εργασίες στό δίκτυο. Ή διακοπή θά γίνει από ώρα 07.30 μέχρι 13.00 στίς περιοχές πού αναφέρονται. (406, 118, 594, 174)
article-text: Ή ΔΕΗ ειδοποιεί τούς καταναλωτές τής περιοχής ότι θά διακοπή ή ηλεκτροδότηση γιά εργασίες στό δίκτυο. Ή διακοπή θά γίνει από ώρα 07.30 μέχρι 13.00 στίς περιοχές πού αναφέρονται. (406, 652, 594, 707)
section-subheadline: Στήν περιγραφική ανατομική γιά φοιτητές τής ιατρικής καί οδοντιατρικής σχολής. Γεωλογικό τμήμα (1205, 134, 1568, 196)
article-text: Ή ΔΕΗ ειδοποιεί τούς καταναλωτές τής περιοχής ότι θά διακοπή ή ηλεκτροδότηση γιά εργασίες στό δίκτυο. Ή διακοπή θά γίνει από ώρα 07.30 μέχρι 13.00 στίς περιοχές πού αναφέρονται. (999, 967, 1196, 1022)
article-text: Ή ΔΕΗ ειδοποιεί τούς καταναλωτές τής περιοχής ότι θά διακοπή ή ηλεκτροδότηση γιά εργασίες στό δίκτυο. Ή διακοπή θά γίνει από ώρα 07.30 μέχρι 13.00 στίς περιοχές πού αναφέρονται. (406, 742, 594, 796)
doctor-phone: Τηλ. 221-701 (609, 1052, 662, 1061)
doctor-listing (609, 997, 794, 1028)
article-text: Ή ΔΕΗ ειδοποιεί τούς καταναλωτές τής περιοχής ότι θά διακοπή ή ηλεκτροδότηση γιά εργασίες στό δίκτυο. Ή διακοπή θά γίνει από ώρα 07.30 μέχρι 13.00 στίς περιοχές πού αναφέρονται. (20, 595, 206, 650)
article-text: Ή ΔΕΗ ειδοποιεί τούς καταναλωτές τής περιοχής ότι θά διακοπή ή ηλεκτροδότηση γιά εργασίες στό δίκτυο. Ή διακοπή θά γίνει από ώρα 07.30 μέχρι 13.00 στίς περιοχές πού αναφέρονται. (1203, 440, 1383, 494)
article-text: Ή ΔΕΗ ειδοποιεί τούς καταναλωτές τής περιοχής ότι θά διακοπή ή ηλεκτροδότηση γιά εργασίες στό δίκτυο. Ή διακοπή θά γίνει από ώρα 07.30 μέχρι 13.00 στίς περιοχές πού αναφέρονται. (1203, 903, 1383, 958)
ad-body: Ζητεί χειριστές καί χειρίστριες ραπτομηχανών γιά μόνιμη απασχόληση στήν Τρίλοφο Θεσσαλονίκης (420, 1238, 580, 1282)
article-text: Ή ΔΕΗ ειδοποιεί τούς καταναλωτές τής περιοχής ότι θά διακοπή ή ηλεκτροδότηση γιά εργασίες στό δίκτυο. Ή διακοπή θά γίνει από ώρα 07.30 μέχρι 13.00 στίς περιοχές πού αναφέρονται. (20, 937, 206, 992)
ad-text: Ή ΔΕΗ ειδοποιεί τούς καταναλωτές τής περιοχής ότι θά διακοπή ή ηλεκτροδότηση γιά εργασίες στό δίκτυο. Ή διακοπή θά γίνει από ώρα 07.30 μέχρι 13.00 στίς περιοχές πού αναφέρονται. (1006, 1287, 1189, 1343)
doctor-listing (804, 1032, 989, 1062)
headline: ΘΕΩΡΗΣΗ ΑΔΕΙΩΝ ΓΙΑ ΤΗΝ ΕΞΑΓΩΓΗ ΒΑΜΒΑΚΙΟΥ (427, 327, 573, 352)
article-text: Ή ΔΕΗ ειδοποιεί τούς καταναλωτές τής περιοχής ότι θά διακοπή ή ηλεκτροδότηση γιά εργασίες στό δίκτυο. Ή διακοπή θά γίνει από ώρα 07.30 μέχρι 13.00 στίς περιοχές πού αναφέρονται. (1203, 381, 1383, 435)
article-text: Ή ΔΕΗ ειδοποιεί τούς καταναλωτές τής περιοχής ότι θά διακοπή ή ηλεκτροδότηση γιά εργασίες στό δίκτυο. Ή διακοπή θά γίνει από ώρα 07.30 μέχρι 13.00 στίς περιοχές πού αναφέρονται. (20, 1043, 206, 1098)
doctor-spec: Μαιευτήρ Χειρουργός Γυναικολόγος (609, 939, 755, 949)
headline: ΤΑ ΤΕΛΗ ΧΑΡΤΟΣΗΜΟΥ ΓΙΑ ΤΗΝ ΑΓΟΡΑ ΑΓΡΟΤΙΚΩΝ ΕΙΔΩΝ (414, 624, 586, 649)
article-text: Ή ΔΕΗ ειδοποιεί τούς καταναλωτές τής περιοχής ότι θά διακοπή ή ηλεκτροδότηση γιά εργασίες στό δίκτυο. Ή διακοπή θά γίνει από ώρα 07.30 μέχρι 13.00 στίς περιοχές πού αναφέρονται. (1391, 962, 1570, 1017)
barrels-ad (406, 1335, 594, 1433)
article-text: Ή ΔΕΗ ειδοποιεί τούς καταναλωτές τής περιοχής ότι θά διακοπή ή ηλεκτροδότηση γιά εργασίες στό δίκτυο. Ή διακοπή θά γίνει από ώρα 07.30 μέχρι 13.00 στίς περιοχές πού αναφέρονται. (213, 937, 399, 992)
article-text: Ή ΔΕΗ ειδοποιεί τούς καταναλωτές τής περιοχής ότι θά διακοπή ή ηλεκτροδότηση γιά εργασίες στό δίκτυο. Ή διακοπή θά γίνει από ώρα 07.30 μέχρι 13.00 στίς περιοχές πού αναφέρονται. (1391, 399, 1570, 453)
ad-line: Εντατικά γιά αρχάριους (148, 1592, 271, 1604)
doctor-listing (609, 963, 794, 993)
article-text: Ή ΔΕΗ ειδοποιεί τούς καταναλωτές τής περιοχής ότι θά διακοπή ή ηλεκτροδότηση γιά εργασίες στό δίκτυο. Ή διακοπή θά γίνει από ώρα 07.30 μέχρι 13.00 στίς περιοχές πού αναφέρονται. (20, 878, 206, 933)
headline: ΕΙΣΑΓΩΓΗ ΜΑΘΗΤΡΙΩΝ ΣΤΗ ΣΧΟΛΗ ΝΟΣΟΚΟΜΩΝ ΤΟΥ ΠΙΚΠΑ (412, 803, 588, 828)
article-text: Ή ΔΕΗ ειδοποιεί τούς καταναλωτές τής περιοχής ότι θά διακοπή ή ηλεκτροδότηση γιά εργασίες στό δίκτυο. Ή διακοπή θά γίνει από ώρα 07.30 μέχρι 13.00 στίς περιοχές πού αναφέρονται. (20, 327, 206, 381)
doctor-phone: Τηλ. 266-203 (609, 1085, 662, 1095)
notice-text: Ή ΔΕΗ ειδοποιεί τούς καταναλωτές τής περιοχής ότι θά διακοπή ή ηλεκτροδότηση γιά εργασίες στό δίκτυο. Ή διακοπή θά γίνει από ώρα 07.30 μέχρι 13.00 στίς περιοχές πού αναφέρονται. (609, 1209, 988, 1242)
article-text: Ή ΔΕΗ ειδοποιεί τούς καταναλωτές τής περιοχής ότι θά διακοπή ή ηλεκτροδότηση γιά εργασίες στό δίκτυο. Ή διακοπή θά γίνει από ώρα 07.30 μέχρι 13.00 στίς περιοχές πού αναφέρονται. (604, 258, 795, 314)
headline: ΚΑΤΑΡΓΗΣΗ, ΔΙΑΙΡΕΣΗ, ΣΥΓΧΩΝΕΥΣΗ ΚΑΙ ΥΠΟΒΙΒΑΣΜΟΣ ΔΗΜΟΤΙΚΩΝ ΣΧΟΛΕΙΩΝ ΘΕΣΣΑΛΙΑΣ, ΜΑΚΕΔΟΝΙΑΣ, ΘΡΑΚΗΣ (1210, 675, 1563, 721)
doctor-spec: Οφθαλμίατρος (803, 1042, 863, 1052)
article-text: Ή ΔΕΗ ειδοποιεί τούς καταναλωτές τής περιοχής ότι θά διακοπή ή ηλεκτροδότηση γιά εργασίες στό δίκτυο. Ή διακοπή θά γίνει από ώρα 07.30 μέχρι 13.00 στίς περιοχές πού αναφέρονται. (213, 772, 399, 828)
article-text: Ή ΔΕΗ ειδοποιεί τούς καταναλωτές τής περιοχής ότι θά διακοπή ή ηλεκτροδότηση γιά εργασίες στό δίκτυο. Ή διακοπή θά γίνει από ώρα 07.30 μέχρι 13.00 στίς περιοχές πού αναφέρονται. (999, 652, 1196, 707)
article-text: Ή ΔΕΗ ειδοποιεί τούς καταναλωτές τής περιοχής ότι θά διακοπή ή ηλεκτροδότηση γιά εργασίες στό δίκτυο. Ή διακοπή θά γίνει από ώρα 07.30 μέχρι 13.00 στίς περιοχές πού αναφέρονται. (213, 1102, 399, 1157)
article-text: Ή ΔΕΗ ειδοποιεί τούς καταναλωτές τής περιοχής ότι θά διακοπή ή ηλεκτροδότηση γιά εργασίες στό δίκτυο. Ή διακοπή θά γίνει από ώρα 07.30 μέχρι 13.00 στίς περιοχές πού αναφέρονται. (213, 388, 399, 443)
ad-title: ΡΕΣΙΤΑΛ ΠΙΑΝΟΥ (62, 1320, 357, 1360)
doctor-listing (609, 929, 794, 960)
doctor-phone: Τηλ. 526-733 (803, 982, 857, 992)
doctor-name: ΔΗΜΗΤΡΙΟΣ Σ. ΜΟΥΣΤΑΚΑΣ (803, 963, 941, 974)
ad-line: Διάρκεια: 28.8 — 22.9.78 (145, 1603, 274, 1615)
ad-line: Πληροφορίες καί εγγραφές από 21.8.78 (109, 1614, 310, 1626)
lead-subheadline: Τής πλήρωσε καί τά ένοίκια, άλλά συνελήφθη μετά άπό καταγγελία τών συγγενών της. Οί ανακρίσεις. (31, 205, 389, 272)
headline: ΛΑΟΓΡΑΦΙΚΕΣ ΕΚΔΗΛΩΣΕΙΣ ΘΑ ΠΡΑΓΜΑΤΟΠΟΙΗΘΟΥΝ ΤΗΝ ΚΥΡΙΑΚΗ ΣΤΗΝ ΚΟΙΝΟΤΗΤΑ ΘΕΟΛΟΓΟΥ ΘΑΣΟΥ (25, 843, 394, 875)
classified-title: ΔΙΑΓΩΝΙΣΜΟΙ (464, 1055, 537, 1068)
doctor-spec: Δερματολόγος — Αφροδισιολόγος (609, 1042, 745, 1052)
article-text: Ή ΔΕΗ ειδοποιεί τούς καταναλωτές τής περιοχής ότι θά διακοπή ή ηλεκτροδότηση γιά εργασίες στό δίκτυο. Ή διακοπή θά γίνει από ώρα 07.30 μέχρι 13.00 στίς περιοχές πού αναφέρονται. (1203, 1021, 1383, 1076)
ad-note: Έργασία 5 ημέρων. (439, 1285, 561, 1299)
article-text: Ή ΔΕΗ ειδοποιεί τούς καταναλωτές τής περιοχής ότι θά διακοπή ή ηλεκτροδότηση γιά εργασίες στό δίκτυο. Ή διακοπή θά γίνει από ώρα 07.30 μέχρι 13.00 στίς περιοχές πού αναφέρονται. (20, 1102, 206, 1157)
ad-time: ώρα 20.15' ακριβώς (114, 1290, 305, 1312)
article-text: Ή ΔΕΗ ειδοποιεί τούς καταναλωτές τής περιοχής ότι θά διακοπή ή ηλεκτροδότηση γιά εργασίες στό δίκτυο. Ή διακοπή θά γίνει από ώρα 07.30 μέχρι 13.00 στίς περιοχές πού αναφέρονται. (213, 328, 399, 384)
notice-text: Ή ΔΕΗ ειδοποιεί τούς καταναλωτές τής περιοχής ότι θά διακοπή ή ηλεκτροδότηση γιά εργασίες στό δίκτυο. Ή διακοπή θά γίνει από ώρα 07.30 μέχρι 13.00 στίς περιοχές πού αναφέρονται. (609, 1358, 988, 1391)
doctor-spec: Παιδίατρος (803, 939, 850, 949)
ad-body: ΕΙΔΙΚΕΥΜΕΝΟΙ ΚΛΩΣΤΟΥΦΑΝΤΟΥΡΓΟΙ ΣΕ ΑΝΕΜΙΣΤΗΡΕΣ ΚΑΙ ΥΦΑΝΤΡΙΕΣ ΚΕΡΒΙΑΙ ΕΡΓΑΤΕΣ (1017, 1150, 1179, 1191)
article-text: Ή ΔΕΗ ειδοποιεί τούς καταναλωτές τής περιοχής ότι θά διακοπή ή ηλεκτροδότηση γιά εργασίες στό δίκτυο. Ή διακοπή θά γίνει από ώρα 07.30 μέχρι 13.00 στίς περιοχές πού αναφέρονται. (20, 654, 206, 709)
article-text: Ή ΔΕΗ ειδοποιεί τούς καταναλωτές τής περιοχής ότι θά διακοπή ή ηλεκτροδότηση γιά εργασίες στό δίκτυο. Ή διακοπή θά γίνει από ώρα 07.30 μέχρι 13.00 στίς περιοχές πού αναφέρονται. (20, 772, 206, 828)
article-text: Ή ΔΕΗ ειδοποιεί τούς καταναλωτές τής περιοχής ότι θά διακοπή ή ηλεκτροδότηση γιά εργασίες στό δίκτυο. Ή διακοπή θά γίνει από ώρα 07.30 μέχρι 13.00 στίς περιοχές πού αναφέρονται. (406, 831, 594, 886)
ad-text: Ή ΔΕΗ ειδοποιεί τούς καταναλωτές τής περιοχής ότι θά διακοπή ή ηλεκτροδότηση γιά εργασίες στό δίκτυο. Ή διακοπή θά γίνει από ώρα 07.30 μέχρι 13.00 στίς περιοχές πού αναφέρονται. (28, 1433, 383, 1466)
article-text: Ή ΔΕΗ ειδοποιεί τούς καταναλωτές τής περιοχής ότι θά διακοπή ή ηλεκτροδότηση γιά εργασίες στό δίκτυο. Ή διακοπή θά γίνει από ώρα 07.30 μέχρι 13.00 στίς περιοχές πού αναφέρονται. (1203, 725, 1383, 780)
notice-subtitle: ΣΤΟ ΝΟΜΟ ΚΑΙ ΠΕΡΙΟΧΗ ΘΕΣΣΑΛΟΝΙΚΗΣ (688, 1156, 908, 1169)
doctor-name: ΓΕΩΡΓΙΟΣ Θ. ΖΑΠΑΑΡΙΔΗΣ (609, 1065, 739, 1076)
headline: ΠΡΟΜΗΘΕΙΑ ΕΡΠΥΣΤΗΡΙΩΝ (625, 527, 773, 540)
doctor-listing (609, 1065, 794, 1096)
section-banner (604, 14, 993, 73)
notice-subtitle: ΣΤΟΥΣ ΝΟΜΟΥΣ ΗΜΑΘΙΑΣ, ΚΑΣΤΟΡΙΑΣ ΚΑΙ ΚΙΛΚΙΣ (1254, 1136, 1520, 1149)
article-text: Ή ΔΕΗ ειδοποιεί τούς καταναλωτές τής περιοχής ότι θά διακοπή ή ηλεκτροδότηση γιά εργασίες στό δίκτυο. Ή διακοπή θά γίνει από ώρα 07.30 μέχρι 13.00 στίς περιοχές πού αναφέρονται. (999, 118, 1196, 174)
article-text: Ή ΔΕΗ ειδοποιεί τούς καταναλωτές τής περιοχής ότι θά διακοπή ή ηλεκτροδότηση γιά εργασίες στό δίκτυο. Ή διακοπή θά γίνει από ώρα 07.30 μέχρι 13.00 στίς περιοχές πού αναφέρονται. (999, 504, 1196, 559)
notice-text: Ή ΔΕΗ ειδοποιεί τούς καταναλωτές τής περιοχής ότι θά διακοπή ή ηλεκτροδότηση γιά εργασίες στό δίκτυο. Ή διακοπή θά γίνει από ώρα 07.30 μέχρι 13.00 στίς περιοχές πού αναφέρονται. (1208, 1301, 1565, 1335)
column-rule (995, 14, 996, 2314)
headline: ΟΙ ΠΑΡΑΓΩΓΟΙ ΔΕΝ ΘΑ ΠΑΡΑΔΩΣΟΥΝ ΤΑ ΤΕΥΤΛΑ (1029, 803, 1167, 828)
article-text: Ή ΔΕΗ ειδοποιεί τούς καταναλωτές τής περιοχής ότι θά διακοπή ή ηλεκτροδότηση γιά εργασίες στό δίκτυο. Ή διακοπή θά γίνει από ώρα 07.30 μέχρι 13.00 στίς περιοχές πού αναφέρονται. (1391, 843, 1570, 899)
headline: ΠΡΟΜΗΘΕΙΑ ΙΑΤΡΙΚΩΝ ΜΗΧΑΝΗΜΑΤΩΝ (638, 320, 760, 344)
column-1 (20, 14, 399, 2312)
headline: ΤΑ ΑΠΟΔΕΚΤΙΚΑ ΝΑΥΤΙΚΗΣ ΙΚΑΝΟΤΗΤΑΣ (427, 713, 573, 738)
article-text: Ή ΔΕΗ ειδοποιεί τούς καταναλωτές τής περιοχής ότι θά διακοπή ή ηλεκτροδότηση γιά εργασίες στό δίκτυο. Ή διακοπή θά γίνει από ώρα 07.30 μέχρι 13.00 στίς περιοχές πού αναφέρονται. (406, 59, 594, 114)
article-text: Ή ΔΕΗ ειδοποιεί τούς καταναλωτές τής περιοχής ότι θά διακοπή ή ηλεκτροδότηση γιά εργασίες στό δίκτυο. Ή διακοπή θά γίνει από ώρα 07.30 μέχρι 13.00 στίς περιοχές πού αναφέρονται. (999, 563, 1196, 618)
classified-text: Ή ΔΕΗ ειδοποιεί τούς καταναλωτές τής περιοχής ότι θά διακοπή ή ηλεκτροδότηση γιά εργασίες στό δίκτυο. Ή διακοπή θά γίνει από ώρα 07.30 μέχρι 13.00 στίς περιοχές πού αναφέρονται. (406, 994, 594, 1049)
doctor-name: Δρ ΣΤΕΛΙΟΣ ΜΕΛΑΣ (609, 963, 704, 974)
article-text: Ή ΔΕΗ ειδοποιεί τούς καταναλωτές τής περιοχής ότι θά διακοπή ή ηλεκτροδότηση γιά εργασίες στό δίκτυο. Ή διακοπή θά γίνει από ώρα 07.30 μέχρι 13.00 στίς περιοχές πού αναφέρονται. (604, 603, 795, 657)
article-text: Ή ΔΕΗ ειδοποιεί τούς καταναλωτές τής περιοχής ότι θά διακοπή ή ηλεκτροδότηση γιά εργασίες στό δίκτυο. Ή διακοπή θά γίνει από ώρα 07.30 μέχρι 13.00 στίς περιοχές πού αναφέρονται. (802, 631, 993, 687)
article-text: Ή ΔΕΗ ειδοποιεί τούς καταναλωτές τής περιοχής ότι θά διακοπή ή ηλεκτροδότηση γιά εργασίες στό δίκτυο. Ή διακοπή θά γίνει από ώρα 07.30 μέχρι 13.00 στίς περιοχές πού αναφέρονται. (213, 654, 399, 709)
article-text: Ή ΔΕΗ ειδοποιεί τούς καταναλωτές τής περιοχής ότι θά διακοπή ή ηλεκτροδότηση γιά εργασίες στό δίκτυο. Ή διακοπή θά γίνει από ώρα 07.30 μέχρι 13.00 στίς περιοχές πού αναφέρονται. (604, 466, 795, 521)
doctors-grid (609, 860, 988, 1095)
headline: ΟΙ ΔΗΛΩΣΕΙΣ ΓΙΑ ΤΑ ΣΙΤΗΡΑ ΠΑΡΑΔΑΓΩΓΗΣ (426, 239, 574, 263)
article-text: Ή ΔΕΗ ειδοποιεί τούς καταναλωτές τής περιοχής ότι θά διακοπή ή ηλεκτροδότηση γιά εργασίες στό δίκτυο. Ή διακοπή θά γίνει από ώρα 07.30 μέχρι 13.00 στίς περιοχές πού αναφέρονται. (999, 1056, 1196, 1112)
article-text: Ή ΔΕΗ ειδοποιεί τούς καταναλωτές τής περιοχής ότι θά διακοπή ή ηλεκτροδότηση γιά εργασίες στό δίκτυο. Ή διακοπή θά γίνει από ώρα 07.30 μέχρι 13.00 στίς περιοχές πού αναφέρονται. (604, 199, 795, 254)
doctor-spec: Ωτορινολαρυγγολόγος (803, 1075, 895, 1085)
doctor-phone: Τηλ. 815-199 (803, 914, 857, 924)
article-text: Ή ΔΕΗ ειδοποιεί τούς καταναλωτές τής περιοχής ότι θά διακοπή ή ηλεκτροδότηση γιά εργασίες στό δίκτυο. Ή διακοπή θά γίνει από ώρα 07.30 μέχρι 13.00 στίς περιοχές πού αναφέρονται. (999, 831, 1196, 886)
dei-logo-icon: ΔΕΗ (609, 1114, 646, 1151)
article-text: Ή ΔΕΗ ειδοποιεί τούς καταναλωτές τής περιοχής ότι θά διακοπή ή ηλεκτροδότηση γιά εργασίες στό δίκτυο. Ή διακοπή θά γίνει από ώρα 07.30 μέχρι 13.00 στίς περιοχές πού αναφέρονται. (999, 890, 1196, 945)
lead-headline: Άνεργος Θεσσαλονικιός εγκατέστησε «μανεκέν» σέ οίκο ανοχής του Βόλου (23, 77, 396, 200)
doctor-listing (804, 1065, 989, 1096)
ad-phone: 521-621 (459, 1394, 541, 1416)
